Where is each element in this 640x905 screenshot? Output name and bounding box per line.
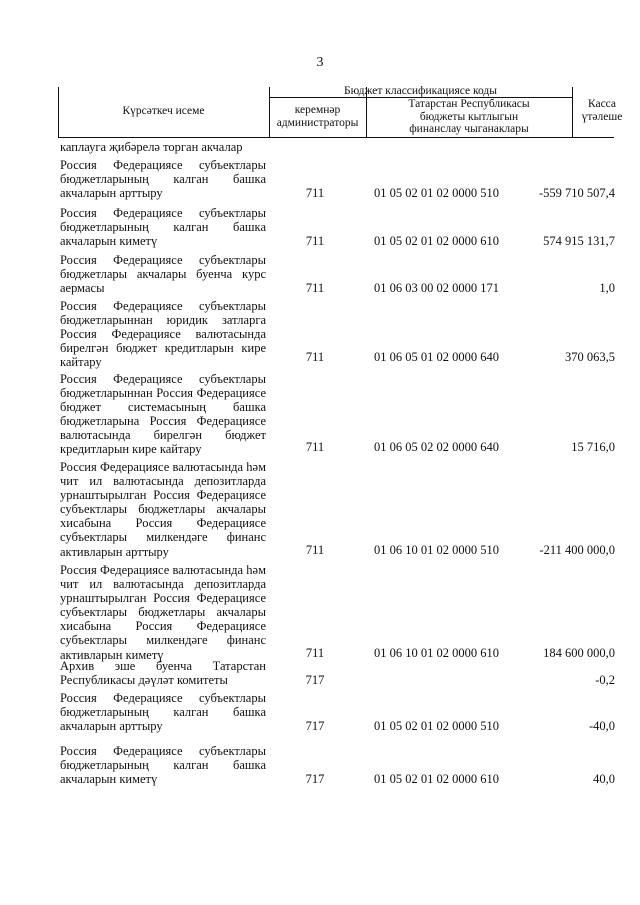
- row-indicator-line: урнаштырылган Россия Федерациясе: [60, 591, 266, 606]
- row-indicator-line: аермасы: [60, 281, 105, 296]
- row-indicator-name: [60, 659, 266, 687]
- row-indicator-line: бюджетларының калган башка: [60, 705, 266, 720]
- row-indicator-line: активларын арттыру: [60, 544, 169, 559]
- row-cash-amount: -559 710 507,4: [538, 185, 615, 200]
- row-indicator-line: Россия Федерациясе субъектлары: [60, 253, 266, 267]
- header-admin-line: администраторы: [276, 116, 359, 129]
- table-row: [60, 460, 615, 557]
- row-indicator-line: бюджетларының калган башка: [60, 172, 266, 187]
- header-cash: [572, 98, 632, 123]
- row-indicator-line: Россия Федерациясе валютасында һәм: [60, 563, 266, 577]
- table-row: [60, 691, 615, 733]
- row-indicator-line: валютасында бирелгән бюджет: [60, 428, 266, 443]
- row-indicator-line: бюджетларының калган башка: [60, 220, 266, 235]
- row-indicator-line: бюджетлары акчалары буенча курс: [60, 267, 266, 282]
- row-indicator-line: урнаштырылган Россия Федерациясе: [60, 488, 266, 503]
- row-indicator-line: кайтару: [60, 355, 102, 370]
- row-admin-code: 717: [305, 718, 325, 733]
- table-row: [60, 253, 615, 295]
- row-indicator-line: чит ил валютасында депозитларда: [60, 474, 266, 489]
- row-budget-code: 01 06 05 01 02 0000 640: [374, 349, 499, 364]
- header-admin: [269, 104, 366, 129]
- header-indicator: Күрсәткеч исеме: [122, 105, 205, 117]
- header-source-line: финанслау чыганаклары: [409, 123, 529, 135]
- row-indicator-line: акчаларын киметү: [60, 234, 158, 249]
- row-budget-code: 01 05 02 01 02 0000 510: [374, 718, 499, 733]
- header-source-line: Татарстан Республикасы: [408, 98, 530, 110]
- row-cash-amount: -0,2: [595, 672, 615, 687]
- table-row: [60, 158, 615, 200]
- row-indicator-line: субъектлары милкендәге финанс: [60, 530, 266, 545]
- row-cash-amount: 15 716,0: [571, 439, 615, 454]
- row-indicator-line: субъектлары бюджетлары акчалары: [60, 605, 266, 620]
- row-cash-amount: 1,0: [599, 280, 615, 295]
- row-cash-amount: 370 063,5: [565, 349, 615, 364]
- row-budget-code: 01 06 10 01 02 0000 610: [374, 645, 499, 660]
- header-source-line: бюджеты кытлыгын: [419, 110, 519, 123]
- row-indicator-line: Россия Федерациясе валютасында һәм: [60, 460, 266, 474]
- row-indicator-name: [60, 744, 266, 786]
- row-indicator-line: чит ил валютасында депозитларда: [60, 577, 266, 592]
- row-indicator-name: [60, 563, 266, 662]
- header-cash-line: Касса: [587, 98, 617, 110]
- row-indicator-line: Россия Федерациясе валютасында: [60, 327, 266, 342]
- row-indicator-line: акчаларын арттыру: [60, 719, 163, 734]
- row-indicator-line: хисабына Россия Федерациясе: [60, 516, 266, 531]
- row-admin-code: 717: [305, 672, 325, 687]
- row-admin-code: 711: [305, 280, 325, 295]
- row-indicator-name: [60, 299, 266, 369]
- row-budget-code: 01 05 02 01 02 0000 510: [374, 185, 499, 200]
- row-indicator-line: бюджетларыннан юридик затларга: [60, 313, 266, 328]
- table-row: [60, 744, 615, 786]
- row-admin-code: 711: [305, 349, 325, 364]
- table-row: [60, 659, 615, 687]
- table-row: [60, 299, 615, 370]
- row-budget-code: 01 05 02 01 02 0000 610: [374, 771, 499, 786]
- row-indicator-line: Россия Федерациясе субъектлары: [60, 206, 266, 220]
- row-cash-amount: 184 600 000,0: [543, 645, 615, 660]
- row-indicator-line: бюджетларының калган башка: [60, 758, 266, 773]
- row-indicator-line: хисабына Россия Федерациясе: [60, 619, 266, 634]
- row-indicator-line: акчаларын арттыру: [60, 186, 163, 201]
- row-indicator-line: активларын киметү: [60, 647, 164, 662]
- row-indicator-name: [60, 691, 266, 733]
- row-admin-code: 711: [305, 645, 325, 660]
- row-indicator-line: Республикасы дәүләт комитеты: [60, 673, 228, 688]
- header-cash-line: үтәлеше: [581, 110, 623, 123]
- table-header: [58, 85, 623, 138]
- row-indicator-line: бюджетларыннан Россия Федерациясе: [60, 386, 266, 401]
- header-admin-line: керемнәр: [294, 104, 341, 116]
- row-cash-amount: 40,0: [593, 771, 615, 786]
- page-number: 3: [316, 55, 324, 70]
- header-budget-code-group: Бюджет классификациясе коды: [344, 85, 497, 97]
- row-indicator-line: бирелгән бюджет кредитларын кире: [60, 341, 266, 356]
- row-indicator-name: [60, 253, 266, 295]
- row-admin-code: 711: [305, 233, 325, 248]
- row-admin-code: 717: [305, 771, 325, 786]
- row-indicator-name: [60, 206, 266, 248]
- table-row: [60, 372, 615, 457]
- row-indicator-name: [60, 158, 266, 200]
- row-budget-code: 01 06 05 02 02 0000 640: [374, 439, 499, 454]
- row-indicator-line: Россия Федерациясе субъектлары: [60, 158, 266, 172]
- row-indicator-line: кредитларын кире кайтару: [60, 442, 202, 457]
- row-cash-amount: -40,0: [588, 718, 615, 733]
- row-admin-code: 711: [305, 185, 325, 200]
- row-budget-code: 01 05 02 01 02 0000 610: [374, 233, 499, 248]
- row-indicator-line: Россия Федерациясе субъектлары: [60, 299, 266, 313]
- row-budget-code: 01 06 03 00 02 0000 171: [374, 280, 499, 295]
- continuation-line: каплауга җибәрелә торган акчалар: [60, 140, 243, 154]
- row-indicator-line: Россия Федерациясе субъектлары: [60, 744, 266, 758]
- row-indicator-line: бюджетларына Россия Федерациясе: [60, 414, 266, 429]
- row-budget-code: 01 06 10 01 02 0000 510: [374, 542, 499, 557]
- row-indicator-line: Архив эше буенча Татарстан: [60, 659, 266, 673]
- row-cash-amount: -211 400 000,0: [539, 542, 615, 557]
- row-indicator-line: Россия Федерациясе субъектлары: [60, 372, 266, 386]
- header-source: [366, 98, 572, 136]
- row-indicator-line: субъектлары бюджетлары акчалары: [60, 502, 266, 517]
- row-admin-code: 711: [305, 542, 325, 557]
- row-indicator-line: Россия Федерациясе субъектлары: [60, 691, 266, 705]
- row-admin-code: 711: [305, 439, 325, 454]
- row-cash-amount: 574 915 131,7: [543, 233, 615, 248]
- row-indicator-line: бюджет системасының башка: [60, 400, 266, 415]
- row-indicator-name: [60, 460, 266, 559]
- table-row: [60, 563, 615, 660]
- row-indicator-name: [60, 372, 266, 457]
- row-indicator-line: акчаларын киметү: [60, 772, 158, 787]
- table-row: [60, 206, 615, 248]
- row-indicator-line: субъектлары милкендәге финанс: [60, 633, 266, 648]
